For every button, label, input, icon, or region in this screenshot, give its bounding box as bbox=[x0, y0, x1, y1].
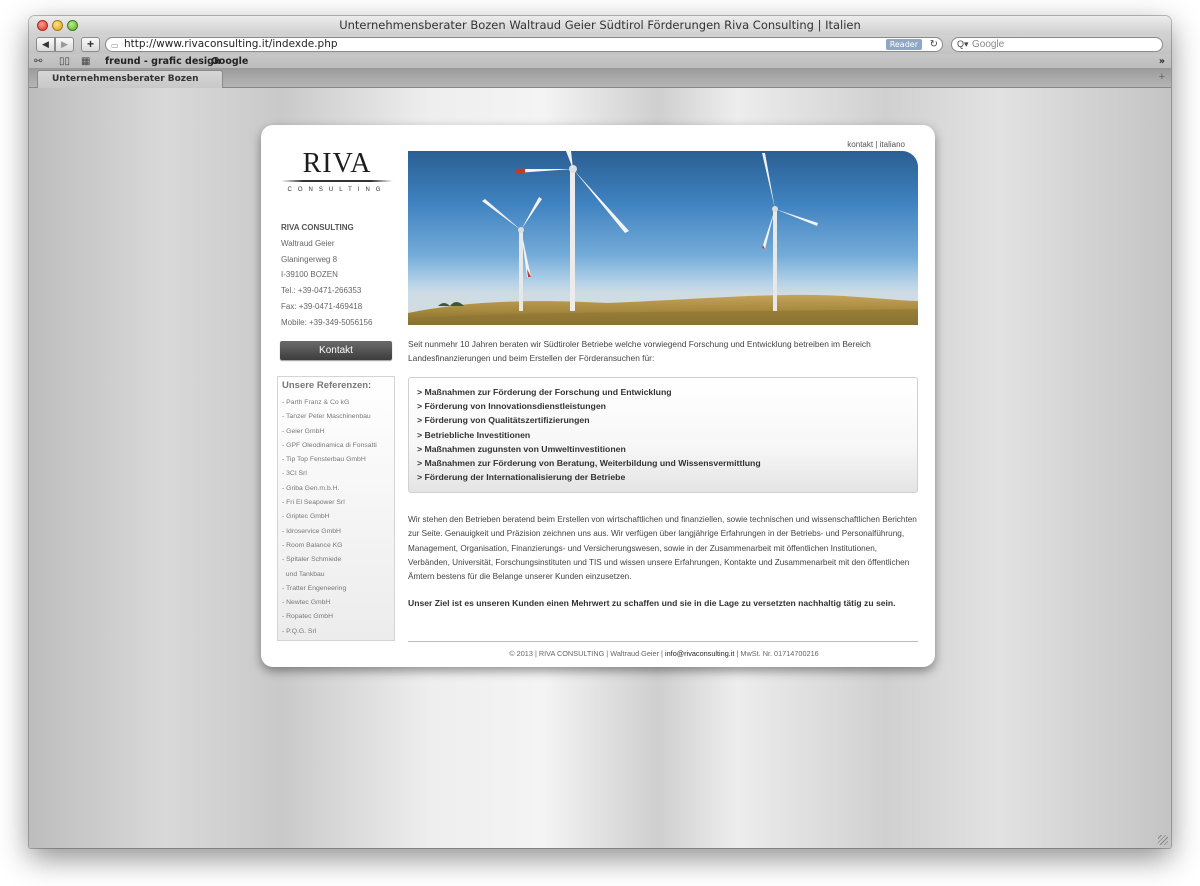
reference-item: - Fri El Seapower Srl bbox=[282, 499, 345, 507]
browser-window bbox=[29, 16, 1171, 848]
reference-item: - Tanzer Peter Maschinenbau bbox=[282, 413, 371, 421]
reference-item: - Griba Gen.m.b.H. bbox=[282, 484, 340, 492]
back-arrow-icon: ◀ bbox=[42, 39, 49, 49]
plus-icon: + bbox=[86, 37, 94, 51]
book-icon[interactable]: ▯▯ bbox=[59, 56, 71, 67]
references-title: Unsere Referenzen: bbox=[282, 380, 372, 391]
measure-item: > Förderung von Qualitätszertifizierungen bbox=[417, 415, 590, 426]
footer-suffix: | MwSt. Nr. 01714700216 bbox=[734, 649, 819, 658]
footer-divider bbox=[408, 641, 918, 642]
reference-item: - 3CI Srl bbox=[282, 470, 307, 478]
reference-item: - Griptec GmbH bbox=[282, 513, 330, 521]
search-input[interactable] bbox=[951, 37, 1163, 52]
tab-bar bbox=[29, 69, 1171, 88]
intro-text: Seit nunmehr 10 Jahren beraten wir Südtiroler Betriebe welche vorwiegend Forschung und Entwicklung betreiben im Bereich Landesfinanzierungen und beim Erstellen der Förderansuchen für: bbox=[408, 339, 871, 363]
references-list bbox=[282, 396, 377, 639]
close-window-button[interactable] bbox=[37, 20, 48, 31]
reference-item: - P.Q.G. Srl bbox=[282, 627, 317, 635]
back-button[interactable] bbox=[36, 37, 55, 52]
fax: Fax: +39-0471-469418 bbox=[281, 301, 363, 311]
grid-icon[interactable]: ▦ bbox=[81, 56, 91, 67]
search-placeholder: Google bbox=[972, 39, 1005, 50]
reference-item: - Geier GmbH bbox=[282, 427, 325, 435]
reference-item: - Idroservice GmbH bbox=[282, 527, 341, 535]
references-box bbox=[277, 376, 395, 641]
link-separator: | bbox=[875, 140, 878, 149]
bookmark-item[interactable]: Google bbox=[211, 56, 249, 67]
reference-item: - Newtec GmbH bbox=[282, 599, 331, 607]
top-links bbox=[847, 140, 905, 149]
italiano-link[interactable]: italiano bbox=[879, 140, 905, 149]
city: I-39100 BOZEN bbox=[281, 270, 338, 280]
kontakt-link[interactable]: kontakt bbox=[847, 140, 874, 149]
reading-glasses-icon[interactable]: ⚯ bbox=[34, 56, 43, 67]
zoom-window-button[interactable] bbox=[67, 20, 78, 31]
footer-email-link[interactable]: info@rivaconsulting.it bbox=[664, 649, 735, 658]
measure-item: > Betriebliche Investitionen bbox=[417, 429, 531, 440]
measure-item: > Förderung der Internationalisierung der Betriebe bbox=[417, 472, 626, 483]
telephone: Tel.: +39-0471-266353 bbox=[281, 286, 362, 296]
reference-item: - GPF Oleodinamica di Fonsatti bbox=[282, 441, 377, 449]
footer bbox=[394, 649, 934, 658]
address-block bbox=[281, 220, 372, 331]
contact-person: Waltraud Geier bbox=[281, 238, 335, 248]
page-card bbox=[261, 125, 935, 667]
reference-item: und Tankbau bbox=[282, 570, 325, 578]
reader-button[interactable]: Reader bbox=[886, 39, 922, 50]
measure-item: > Maßnahmen zugunsten von Umweltinvestitionen bbox=[417, 443, 626, 454]
measure-item: > Förderung von Innovationsdienstleistungen bbox=[417, 401, 606, 412]
logo-main-text: RIVA bbox=[302, 148, 372, 179]
reference-item: - Parth Franz & Co kG bbox=[282, 399, 350, 406]
goal-statement: Unser Ziel ist es unseren Kunden einen Mehrwert zu schaffen und sie in die Lage zu versetzten nachhaltig tätig zu sein. bbox=[408, 598, 896, 608]
page-icon: ▭ bbox=[111, 41, 119, 50]
kontakt-button[interactable]: Kontakt bbox=[280, 341, 392, 360]
reference-item: - Ropatec GmbH bbox=[282, 613, 333, 621]
minimize-window-button[interactable] bbox=[52, 20, 63, 31]
wind-turbine-hero-image bbox=[408, 151, 918, 325]
bookmark-item[interactable]: freund - grafic design bbox=[105, 56, 221, 67]
url-text: http://www.rivaconsulting.it/indexde.php bbox=[124, 38, 338, 50]
reference-item: - Spitaler Schmiede bbox=[282, 556, 342, 564]
street: Glaningerweg 8 bbox=[281, 254, 338, 264]
funding-measures-box bbox=[408, 377, 918, 493]
browser-toolbar bbox=[29, 35, 1171, 54]
logo-sub-text: CONSULTING bbox=[287, 187, 387, 193]
logo-divider bbox=[281, 180, 393, 182]
company-name: RIVA CONSULTING bbox=[281, 223, 354, 232]
bookmarks-bar bbox=[29, 54, 1171, 69]
more-bookmarks-icon[interactable]: » bbox=[1158, 56, 1165, 67]
window-title: Unternehmensberater Bozen Waltraud Geier Südtirol Förderungen Riva Consulting | Italien bbox=[339, 18, 861, 32]
measure-item: > Maßnahmen zur Förderung der Forschung und Entwicklung bbox=[417, 387, 672, 397]
reference-item: - Tratter Engeneering bbox=[282, 584, 347, 592]
mobile: Mobile: +39-349-5056156 bbox=[281, 317, 373, 327]
title-bar bbox=[29, 16, 1171, 35]
resize-grip[interactable] bbox=[1158, 835, 1168, 845]
footer-prefix: © 2013 | RIVA CONSULTING | Waltraud Geier | bbox=[509, 649, 665, 658]
address-bar[interactable] bbox=[105, 37, 943, 52]
riva-logo[interactable] bbox=[279, 149, 395, 199]
page-viewport bbox=[29, 88, 1171, 848]
reference-item: - Tip Top Fensterbau GmbH bbox=[282, 456, 366, 464]
new-tab-icon[interactable]: + bbox=[1158, 71, 1165, 83]
tab-active[interactable]: Unternehmensberater Bozen bbox=[37, 70, 223, 88]
add-bookmark-button[interactable] bbox=[81, 37, 100, 52]
search-icon: Q▾ bbox=[957, 39, 969, 49]
forward-arrow-icon: ▶ bbox=[61, 39, 68, 49]
funding-measures-list bbox=[417, 385, 917, 484]
measure-item: > Maßnahmen zur Förderung von Beratung, Weiterbildung und Wissensvermittlung bbox=[417, 458, 761, 469]
reload-icon[interactable]: ↻ bbox=[929, 39, 938, 50]
reference-item: - Room Balance KG bbox=[282, 541, 343, 549]
forward-button[interactable] bbox=[55, 37, 74, 52]
services-description: Wir stehen den Betrieben beratend beim Erstellen von wirtschaftlichen und finanziellen, sowie technischen und wissenschaftlichen Berichten zur Seite. Genauigkeit und Präzision zeichnen uns aus. Wir verfügen über langjährige Erfahrungen in der Betriebs- und Personalführung, Management, Organisation, Finanzierungs- und Versicherungswesen, sowie in der Zusammenarbeit mit öffentlichen Institutionen, Verbänden, Universität, Forschungsinstituten und TIS und wissen unsere Erfahrungen, Kontakte und Zusammenarbeit mit den öffentlichen Ämtern bestens für die Belange unserer Kunden einzusetzen. bbox=[408, 515, 917, 582]
